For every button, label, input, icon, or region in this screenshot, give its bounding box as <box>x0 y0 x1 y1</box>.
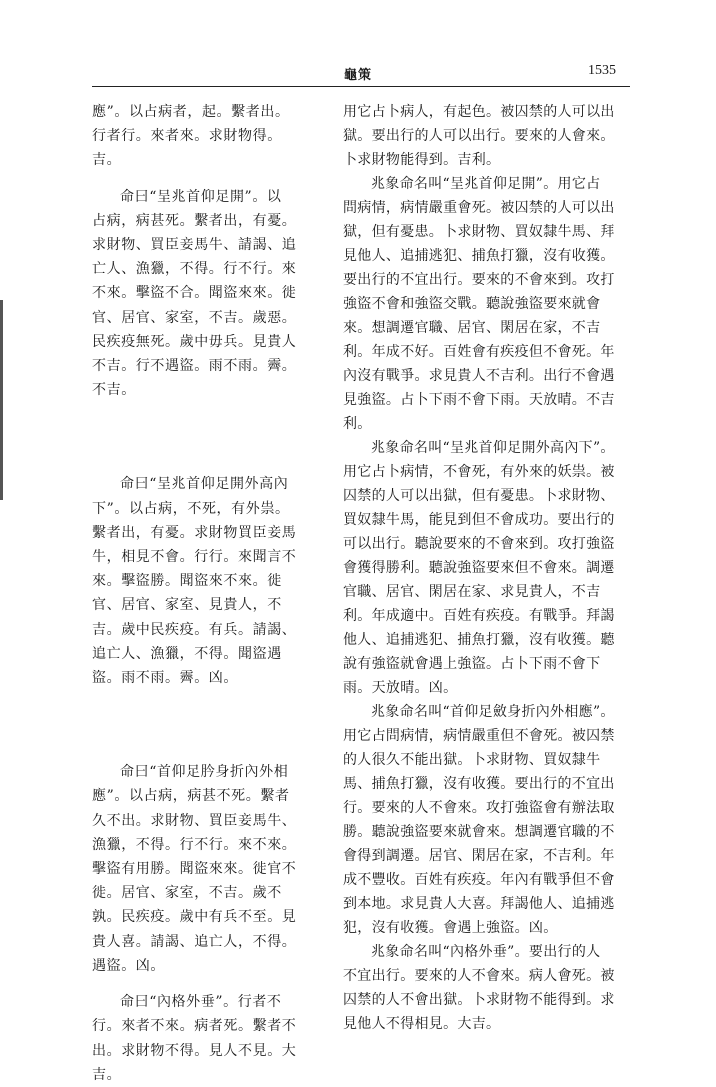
page-number: 1535 <box>588 63 616 78</box>
binding-edge <box>0 300 3 500</box>
translation-column <box>343 100 633 1036</box>
running-title: 龜策 <box>344 68 373 83</box>
classical-paragraph: 命曰“呈兆首仰足開”。以 占病，病甚死。繫者出，有憂。 求財物、買臣妾馬牛、請謁、追 亡人、漁獵，不得。行不行。來 不來。擊盜不合。聞盜來來。徙 官、居官、家室，不吉。歲惡。 民疾疫無死。歲中毋兵。見貴人 不吉。行不遇盜。雨不雨。霽。 不吉。 <box>92 188 297 399</box>
classical-paragraph: 命曰“首仰足肣身折內外相 應”。以占病，病甚不死。繫者 久不出。求財物、買臣妾馬牛、 漁獵，不得。行不行。來不來。 擊盜有用勝。聞盜來來。徙官不 徙。居官、家室，不吉。歲不 孰。民疾疫。歲中有兵不至。見 貴人喜。請謁、追亡人，不得。 遇盜。凶。 <box>92 764 297 974</box>
translation-paragraph: 兆象命名叫“呈兆首仰足開”。用它占 問病情，病情嚴重會死。被囚禁的人可以出 獄，但有憂患。卜求財物、買奴隸牛馬、拜 見他人、追捕逃犯、捕魚打獵，沒有收獲。 要出行的不宜出行。要來的不會來到。攻打 強盜不會和強盜交戰。聽說強盜要來就會 來。想調遷官職、居官、閑居在家，不吉 利。年成不好。百姓會有疾疫但不會死。年 內沒有戰爭。求見貴人不吉利。出行不會遇 見強盜。占卜下雨不會下雨。天放晴。不吉 利。 <box>343 176 615 432</box>
translation-paragraph: 兆象命名叫“呈兆首仰足開外高內下”。 用它占卜病情，不會死，有外來的妖祟。被 囚禁的人可以出獄，但有憂患。卜求財物、 買奴隸牛馬，能見到但不會成功。要出行的 可以出行。聽說要來的不會來到。攻打強盜 會獲得勝利。聽說強盜要來但不會來。調遷 官職、居官、閑居在家、求見貴人，不吉 利。年成適中。百姓有疾疫。有戰爭。拜謁 他人、追捕逃犯、捕魚打獵，沒有收獲。聽 說有強盜就會遇上強盜。占卜下雨不會下 雨。天放晴。凶。 <box>343 440 615 696</box>
header-rule <box>92 86 630 87</box>
classical-paragraph: 命曰“呈兆首仰足開外高內 下”。以占病，不死，有外祟。 繫者出，有憂。求財物買臣妾馬 牛，相見不會。行行。來聞言不 來。擊盜勝。聞盜來不來。徙 官、居官、家室、見貴人，不 吉。歲中民疾疫。有兵。請謁、 追亡人、漁獵，不得。聞盜遇 盜。雨不雨。霽。凶。 <box>92 476 297 687</box>
translation-paragraph: 兆象命名叫“內格外垂”。要出行的人 不宜出行。要來的人不會來。病人會死。被 囚禁的人不會出獄。卜求財物不能得到。求 見他人不得相見。大吉。 <box>343 944 615 1032</box>
classical-paragraph: 應”。以占病者，起。繫者出。 行者行。來者來。求財物得。 吉。 <box>92 104 290 169</box>
classical-text-column <box>92 100 300 1087</box>
translation-paragraph: 用它占卜病人，有起色。被囚禁的人可以出 獄。要出行的人可以出行。要來的人會來。 卜求財物能得到。吉利。 <box>343 104 615 168</box>
translation-paragraph: 兆象命名叫“首仰足斂身折內外相應”。 用它占問病情，病情嚴重但不會死。被囚禁 的人很久不能出獄。卜求財物、買奴隸牛 馬、捕魚打獵，沒有收獲。要出行的不宜出 行。要來的人不會來。攻打強盜會有辦法取 勝。聽說強盜要來就會來。想調遷官職的不 會得到調遷。居官、閑居在家，不吉利。年 成不豐收。百姓有疾疫。年內有戰爭但不會 到本地。求見貴人大喜。拜謁他人、追捕逃 犯，沒有收獲。會遇上強盜。凶。 <box>343 704 615 936</box>
classical-paragraph: 命曰“內格外垂”。行者不 行。來者不來。病者死。繫者不 出。求財物不得。見人不見。大 吉。 <box>92 994 297 1083</box>
